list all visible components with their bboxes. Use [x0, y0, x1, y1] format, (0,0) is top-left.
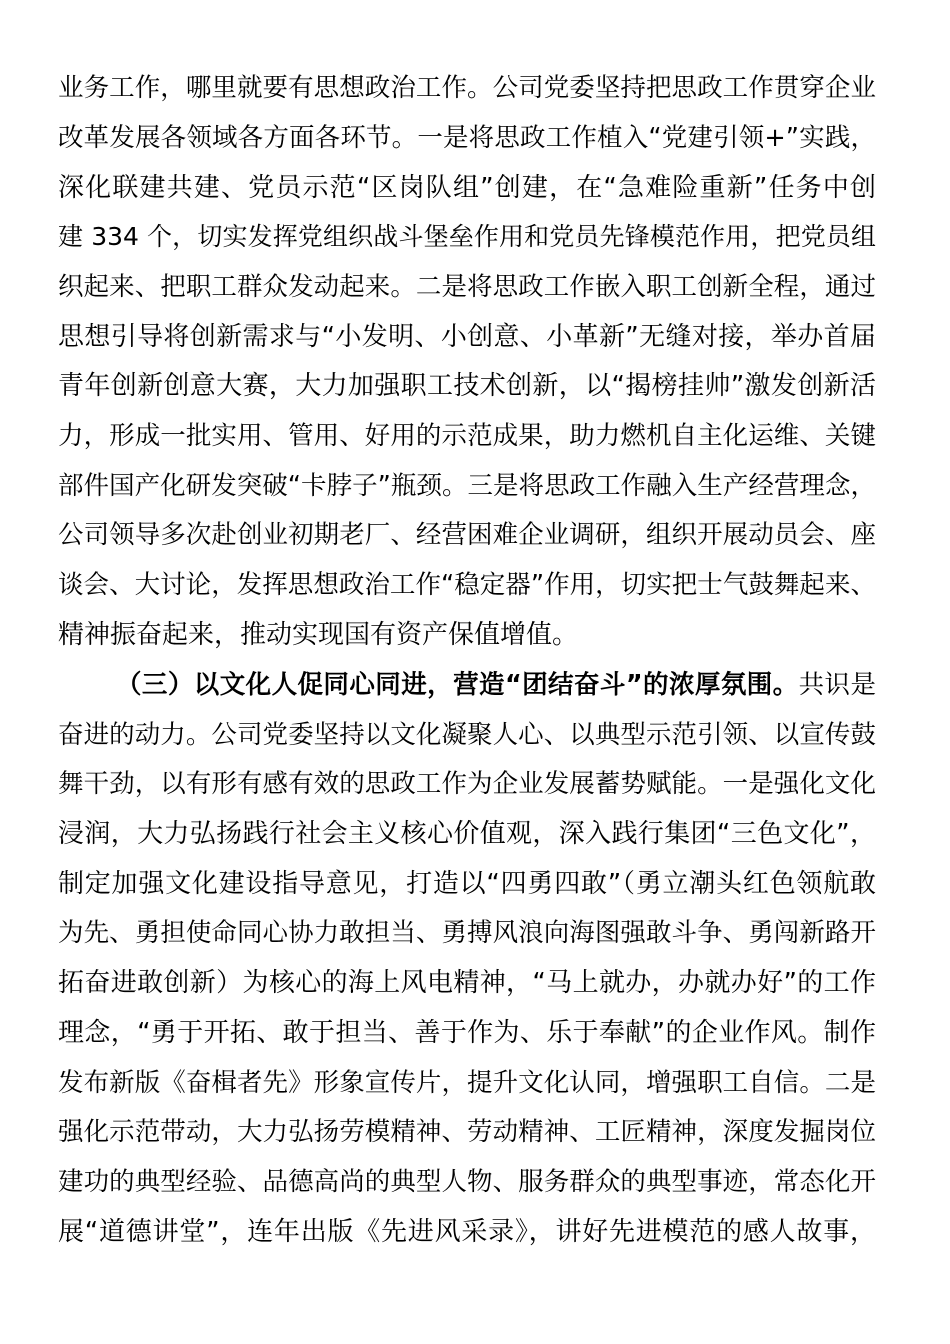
text-line: 思想引导将创新需求与“小发明、小创意、小革新”无缝对接，举办首届: [58, 322, 876, 352]
text-line: 谈会、大讨论，发挥思想政治工作“稳定器”作用，切实把士气鼓舞起来、: [58, 570, 876, 600]
text-line: 理念，“勇于开拓、敢于担当、善于作为、乐于奉献”的企业作风。制作: [58, 1018, 876, 1048]
text-line: 青年创新创意大赛，大力加强职工技术创新，以“揭榜挂帅”激发创新活: [58, 371, 876, 401]
text-line: 业务工作，哪里就要有思想政治工作。公司党委坚持把思政工作贯穿企业: [58, 73, 876, 103]
text-line: 舞干劲，以有形有感有效的思政工作为企业发展蓄势赋能。一是强化文化: [58, 769, 876, 799]
text-line: 织起来、把职工群众发动起来。二是将思政工作嵌入职工创新全程，通过: [58, 272, 876, 302]
text-line: 奋进的动力。公司党委坚持以文化凝聚人心、以典型示范引领、以宣传鼓: [58, 720, 876, 750]
text-line: 强化示范带动，大力弘扬劳模精神、劳动精神、工匠精神，深度发掘岗位: [58, 1117, 876, 1147]
text-line: 展“道德讲堂”，连年出版《先进风采录》，讲好先进模范的感人故事，: [58, 1217, 876, 1247]
heading-tail: 共识是: [798, 670, 876, 700]
section-heading: （三）以文化人促同心同进，营造“团结奋斗”的浓厚氛围。: [116, 670, 799, 700]
text-line: 力，形成一批实用、管用、好用的示范成果，助力燃机自主化运维、关键: [58, 421, 876, 451]
text-line: 建 334 个，切实发挥党组织战斗堡垒作用和党员先锋模范作用，把党员组: [58, 222, 876, 251]
text-line: 精神振奋起来，推动实现国有资产保值增值。: [58, 620, 579, 650]
text-line: 为先、勇担使命同心协力敢担当、勇搏风浪向海图强敢斗争、勇闯新路开: [58, 918, 876, 948]
text-line: 浸润，大力弘扬践行社会主义核心价值观，深入践行集团“三色文化”，: [58, 819, 876, 849]
text-line: 深化联建共建、党员示范“区岗队组”创建，在“急难险重新”任务中创: [58, 173, 876, 203]
text-line: 部件国产化研发突破“卡脖子”瓶颈。三是将思政工作融入生产经营理念，: [58, 471, 876, 501]
text-line: 制定加强文化建设指导意见，打造以“四勇四敢”（勇立潮头红色领航敢: [58, 869, 876, 899]
text-line: 拓奋进敢创新）为核心的海上风电精神，“马上就办，办就办好”的工作: [58, 968, 876, 998]
text-line: 公司领导多次赴创业初期老厂、经营困难企业调研，组织开展动员会、座: [58, 520, 876, 550]
section-heading-line: [116, 660, 876, 710]
text-line: 改革发展各领域各方面各环节。一是将思政工作植入“党建引领+”实践，: [58, 123, 876, 153]
text-line: 建功的典型经验、品德高尚的典型人物、服务群众的典型事迹，常态化开: [58, 1167, 876, 1197]
text-line: 发布新版《奋楫者先》形象宣传片，提升文化认同，增强职工自信。二是: [58, 1068, 876, 1098]
